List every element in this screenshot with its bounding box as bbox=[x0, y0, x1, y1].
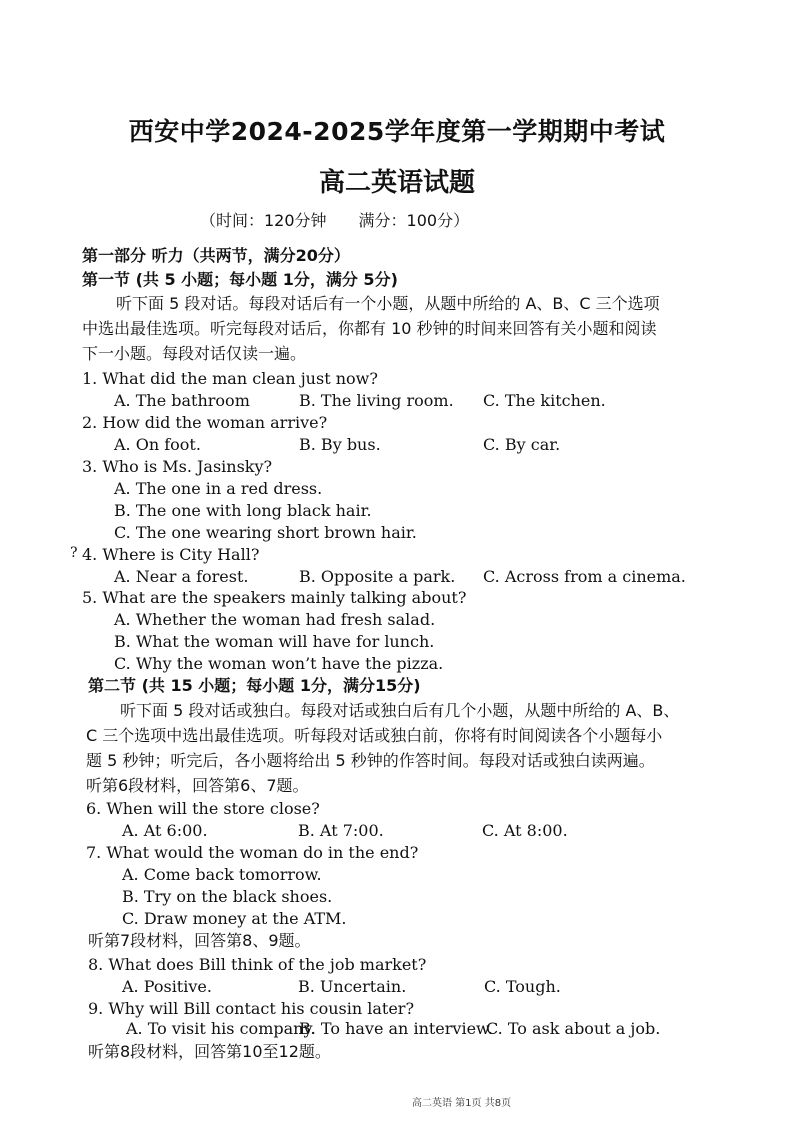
section2-instruction-3: 题 5 秒钟；听完后，各小题将给出 5 秒钟的作答时间。每段对话或独白读两遍。 bbox=[86, 751, 655, 770]
question-4-option-a: A. Near a forest. bbox=[114, 567, 249, 586]
question-5-option-c: C. Why the woman won’t have the pizza. bbox=[114, 654, 444, 673]
question-5-option-a: A. Whether the woman had fresh salad. bbox=[114, 610, 436, 629]
question-9-stem: 9. Why will Bill contact his cousin later? bbox=[88, 999, 415, 1018]
question-2-option-a: A. On foot. bbox=[114, 435, 201, 454]
question-7-stem: 7. What would the woman do in the end? bbox=[86, 843, 419, 862]
material-7-note: 听第7段材料，回答第8、9题。 bbox=[88, 931, 311, 950]
section1-instruction-2: 中选出最佳选项。听完每段对话后，你都有 10 秒钟的时间来回答有关小题和阅读 bbox=[82, 319, 657, 338]
question-1-stem: 1. What did the man clean just now? bbox=[82, 369, 378, 388]
question-9-option-c: C. To ask about a job. bbox=[486, 1019, 661, 1038]
question-3-stem: 3. Who is Ms. Jasinsky? bbox=[82, 457, 273, 476]
question-5-option-b: B. What the woman will have for lunch. bbox=[114, 632, 435, 651]
question-7-option-a: A. Come back tomorrow. bbox=[122, 865, 322, 884]
question-2-stem: 2. How did the woman arrive? bbox=[82, 413, 328, 432]
question-2-option-b: B. By bus. bbox=[299, 435, 381, 454]
material-8-note: 听第8段材料，回答第10至12题。 bbox=[88, 1042, 331, 1061]
exam-meta: （时间：120分钟 满分：100分） bbox=[200, 211, 470, 230]
section2-instruction-1: 听下面 5 段对话或独白。每段对话或独白后有几个小题，从题中所给的 A、B、 bbox=[120, 701, 680, 720]
question-6-stem: 6. When will the store close? bbox=[86, 799, 320, 818]
material-6-note: 听第6段材料，回答第6、7题。 bbox=[86, 776, 309, 795]
question-1-option-a: A. The bathroom bbox=[114, 391, 250, 410]
section1-instruction-1: 听下面 5 段对话。每段对话后有一个小题，从题中所给的 A、B、C 三个选项 bbox=[116, 294, 660, 313]
question-7-option-b: B. Try on the black shoes. bbox=[122, 887, 333, 906]
question-3-option-a: A. The one in a red dress. bbox=[114, 479, 323, 498]
question-4-stem: 4. Where is City Hall? bbox=[82, 545, 260, 564]
question-2-option-c: C. By car. bbox=[483, 435, 561, 454]
question-3-option-c: C. The one wearing short brown hair. bbox=[114, 523, 417, 542]
exam-subtitle: 高二英语试题 bbox=[318, 168, 475, 198]
section1-instruction-3: 下一小题。每段对话仅读一遍。 bbox=[82, 344, 307, 363]
section2-instruction-2: C 三个选项中选出最佳选项。听每段对话或独白前，你将有时间阅读各个小题每小 bbox=[86, 726, 663, 745]
page-footer: 高二英语 第1页 共8页 bbox=[412, 1098, 512, 1109]
section2-heading: 第二节 (共 15 小题；每小题 1分，满分15分) bbox=[88, 676, 421, 695]
question-8-option-b: B. Uncertain. bbox=[298, 977, 407, 996]
question-6-option-a: A. At 6:00. bbox=[122, 821, 208, 840]
question-3-option-b: B. The one with long black hair. bbox=[114, 501, 372, 520]
question-8-option-c: C. Tough. bbox=[484, 977, 561, 996]
question-4-option-c: C. Across from a cinema. bbox=[483, 567, 686, 586]
section1-heading: 第一节 (共 5 小题；每小题 1分，满分 5分) bbox=[82, 270, 398, 289]
part1-heading: 第一部分 听力（共两节，满分20分） bbox=[82, 246, 350, 265]
margin-mark: ? bbox=[70, 545, 78, 561]
question-6-option-c: C. At 8:00. bbox=[482, 821, 568, 840]
question-1-option-c: C. The kitchen. bbox=[483, 391, 606, 410]
question-5-stem: 5. What are the speakers mainly talking about? bbox=[82, 588, 467, 607]
exam-title: 西安中学2024-2025学年度第一学期期中考试 bbox=[128, 117, 666, 146]
question-8-stem: 8. What does Bill think of the job market? bbox=[88, 955, 427, 974]
question-6-option-b: B. At 7:00. bbox=[298, 821, 384, 840]
question-9-option-b: B. To have an interview. bbox=[299, 1019, 493, 1038]
question-4-option-b: B. Opposite a park. bbox=[299, 567, 456, 586]
question-7-option-c: C. Draw money at the ATM. bbox=[122, 909, 347, 928]
question-9-option-a: A. To visit his company. bbox=[126, 1019, 316, 1038]
question-1-option-b: B. The living room. bbox=[299, 391, 454, 410]
question-8-option-a: A. Positive. bbox=[122, 977, 212, 996]
